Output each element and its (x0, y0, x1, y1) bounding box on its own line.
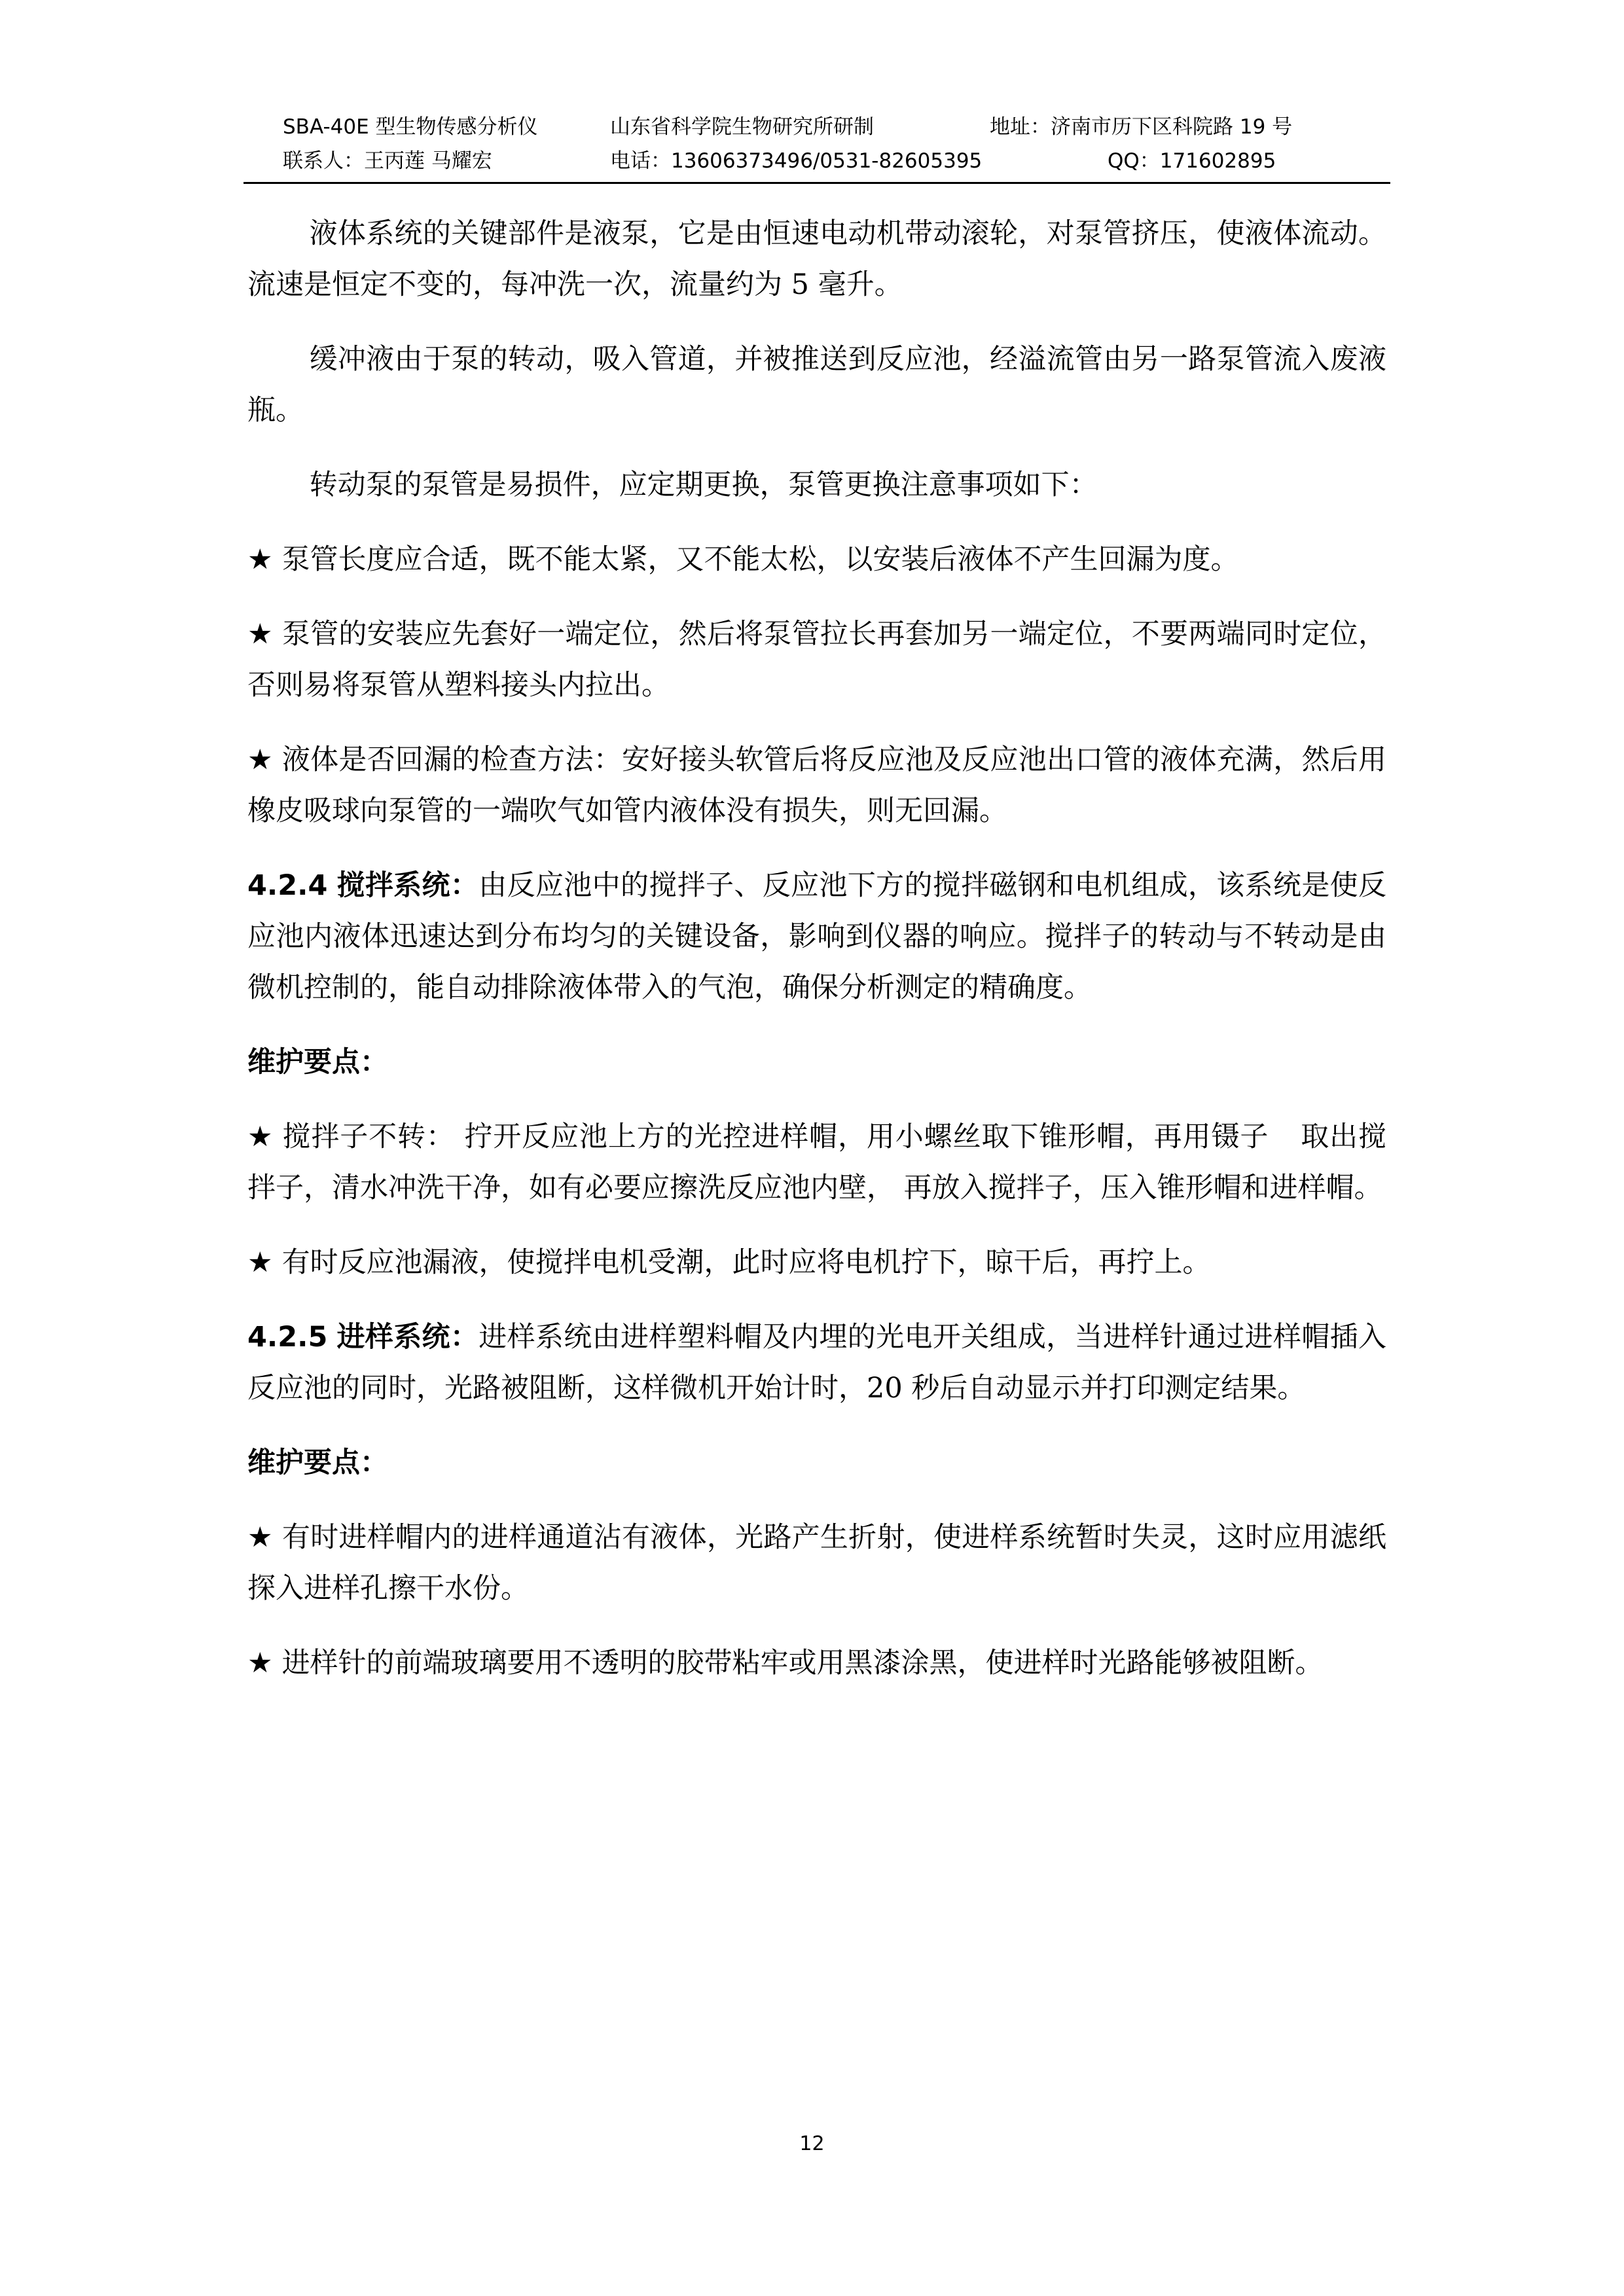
star-icon: ★ (247, 1121, 273, 1153)
section-text: 由反应池中的搅拌子、反应池下方的搅拌磁钢和电机组成，该系统是使反应池内液体迅速达到分布均匀的关键设备，影响到仪器的响应。搅拌子的转动与不转动是由微机控制的，能自动排除液体带入的气泡，确保分析测定的精确度。 (247, 869, 1387, 1004)
list-item-text: 泵管长度应合适，既不能太紧，又不能太松，以安装后液体不产生回漏为度。 (281, 543, 1239, 576)
page-number: 12 (799, 2132, 825, 2155)
star-icon: ★ (247, 1246, 273, 1279)
section-4-2-4 (247, 860, 1386, 1013)
list-item (247, 1512, 1386, 1614)
list-item (247, 534, 1386, 585)
list-item-text: 液体是否回漏的检查方法：安好接头软管后将反应池及反应池出口管的液体充满，然后用橡皮吸球向泵管的一端吹气如管内液体没有损失，则无回漏。 (247, 744, 1386, 827)
page-header (244, 110, 1390, 178)
list-item (247, 1237, 1386, 1288)
header-divider (244, 182, 1390, 184)
star-icon: ★ (247, 1647, 273, 1679)
header-qq: QQ：171602895 (1108, 149, 1276, 173)
section-text: 进样系统由进样塑料帽及内埋的光电开关组成，当进样针通过进样帽插入反应池的同时，光路被阻断，这样微机开始计时，20 秒后自动显示并打印测定结果。 (247, 1321, 1387, 1405)
list-item-text: 进样针的前端玻璃要用不透明的胶带粘牢或用黑漆涂黑，使进样时光路能够被阻断。 (281, 1647, 1324, 1679)
list-item-text: 有时进样帽内的进样通道沾有液体，光路产生折射，使进样系统暂时失灵，这时应用滤纸探入进样孔擦干水份。 (247, 1521, 1386, 1605)
list-item-text-continued: 取出搅拌子，清水冲洗干净，如有必要应擦洗反应池内壁， 再放入搅拌子，压入锥形帽和进样帽。 (247, 1121, 1387, 1204)
header-maker: 山东省科学院生物研究所研制 (610, 115, 874, 139)
section-title: 进样系统： (336, 1321, 479, 1354)
section-number: 4.2.5 (247, 1321, 328, 1354)
list-item-text: 有时反应池漏液，使搅拌电机受潮，此时应将电机拧下，晾干后，再拧上。 (281, 1246, 1211, 1279)
header-address: 地址：济南市历下区科院路 19 号 (990, 115, 1293, 139)
paragraph-buffer-flow: 缓冲液由于泵的转动，吸入管道，并被推送到反应池，经溢流管由另一路泵管流入废液瓶。 (247, 343, 1386, 427)
header-contact: 联系人：王丙莲 马耀宏 (283, 149, 492, 173)
star-icon: ★ (247, 1521, 273, 1554)
list-item (247, 734, 1386, 836)
section-title: 搅拌系统： (336, 869, 479, 902)
page-body (247, 208, 1386, 1712)
header-row-1 (244, 110, 1390, 144)
star-icon: ★ (247, 744, 273, 776)
section-number: 4.2.4 (247, 869, 328, 902)
maintenance-heading: 维护要点： (247, 1046, 388, 1079)
list-item (247, 609, 1386, 711)
list-item-text: 泵管的安装应先套好一端定位，然后将泵管拉长再套加另一端定位，不要两端同时定位，否则易将泵管从塑料接头内拉出。 (247, 618, 1386, 702)
section-4-2-5 (247, 1312, 1386, 1414)
list-item (247, 1111, 1386, 1213)
paragraph-liquid-system: 液体系统的关键部件是液泵，它是由恒速电动机带动滚轮，对泵管挤压，使液体流动。流速是恒定不变的，每冲洗一次，流量约为 5 毫升。 (247, 217, 1386, 301)
star-icon: ★ (247, 543, 273, 576)
header-product: SBA-40E 型生物传感分析仪 (283, 115, 538, 139)
list-item-text: 搅拌子不转： 拧开反应池上方的光控进样帽，用小螺丝取下锥形帽，再用镊子 (281, 1121, 1269, 1153)
header-row-2 (244, 144, 1390, 178)
list-item (247, 1638, 1386, 1689)
header-phone: 电话：13606373496/0531-82605395 (610, 149, 983, 173)
paragraph-pump-tube-intro: 转动泵的泵管是易损件，应定期更换，泵管更换注意事项如下： (309, 469, 1098, 501)
star-icon: ★ (247, 618, 273, 651)
maintenance-heading: 维护要点： (247, 1446, 388, 1479)
